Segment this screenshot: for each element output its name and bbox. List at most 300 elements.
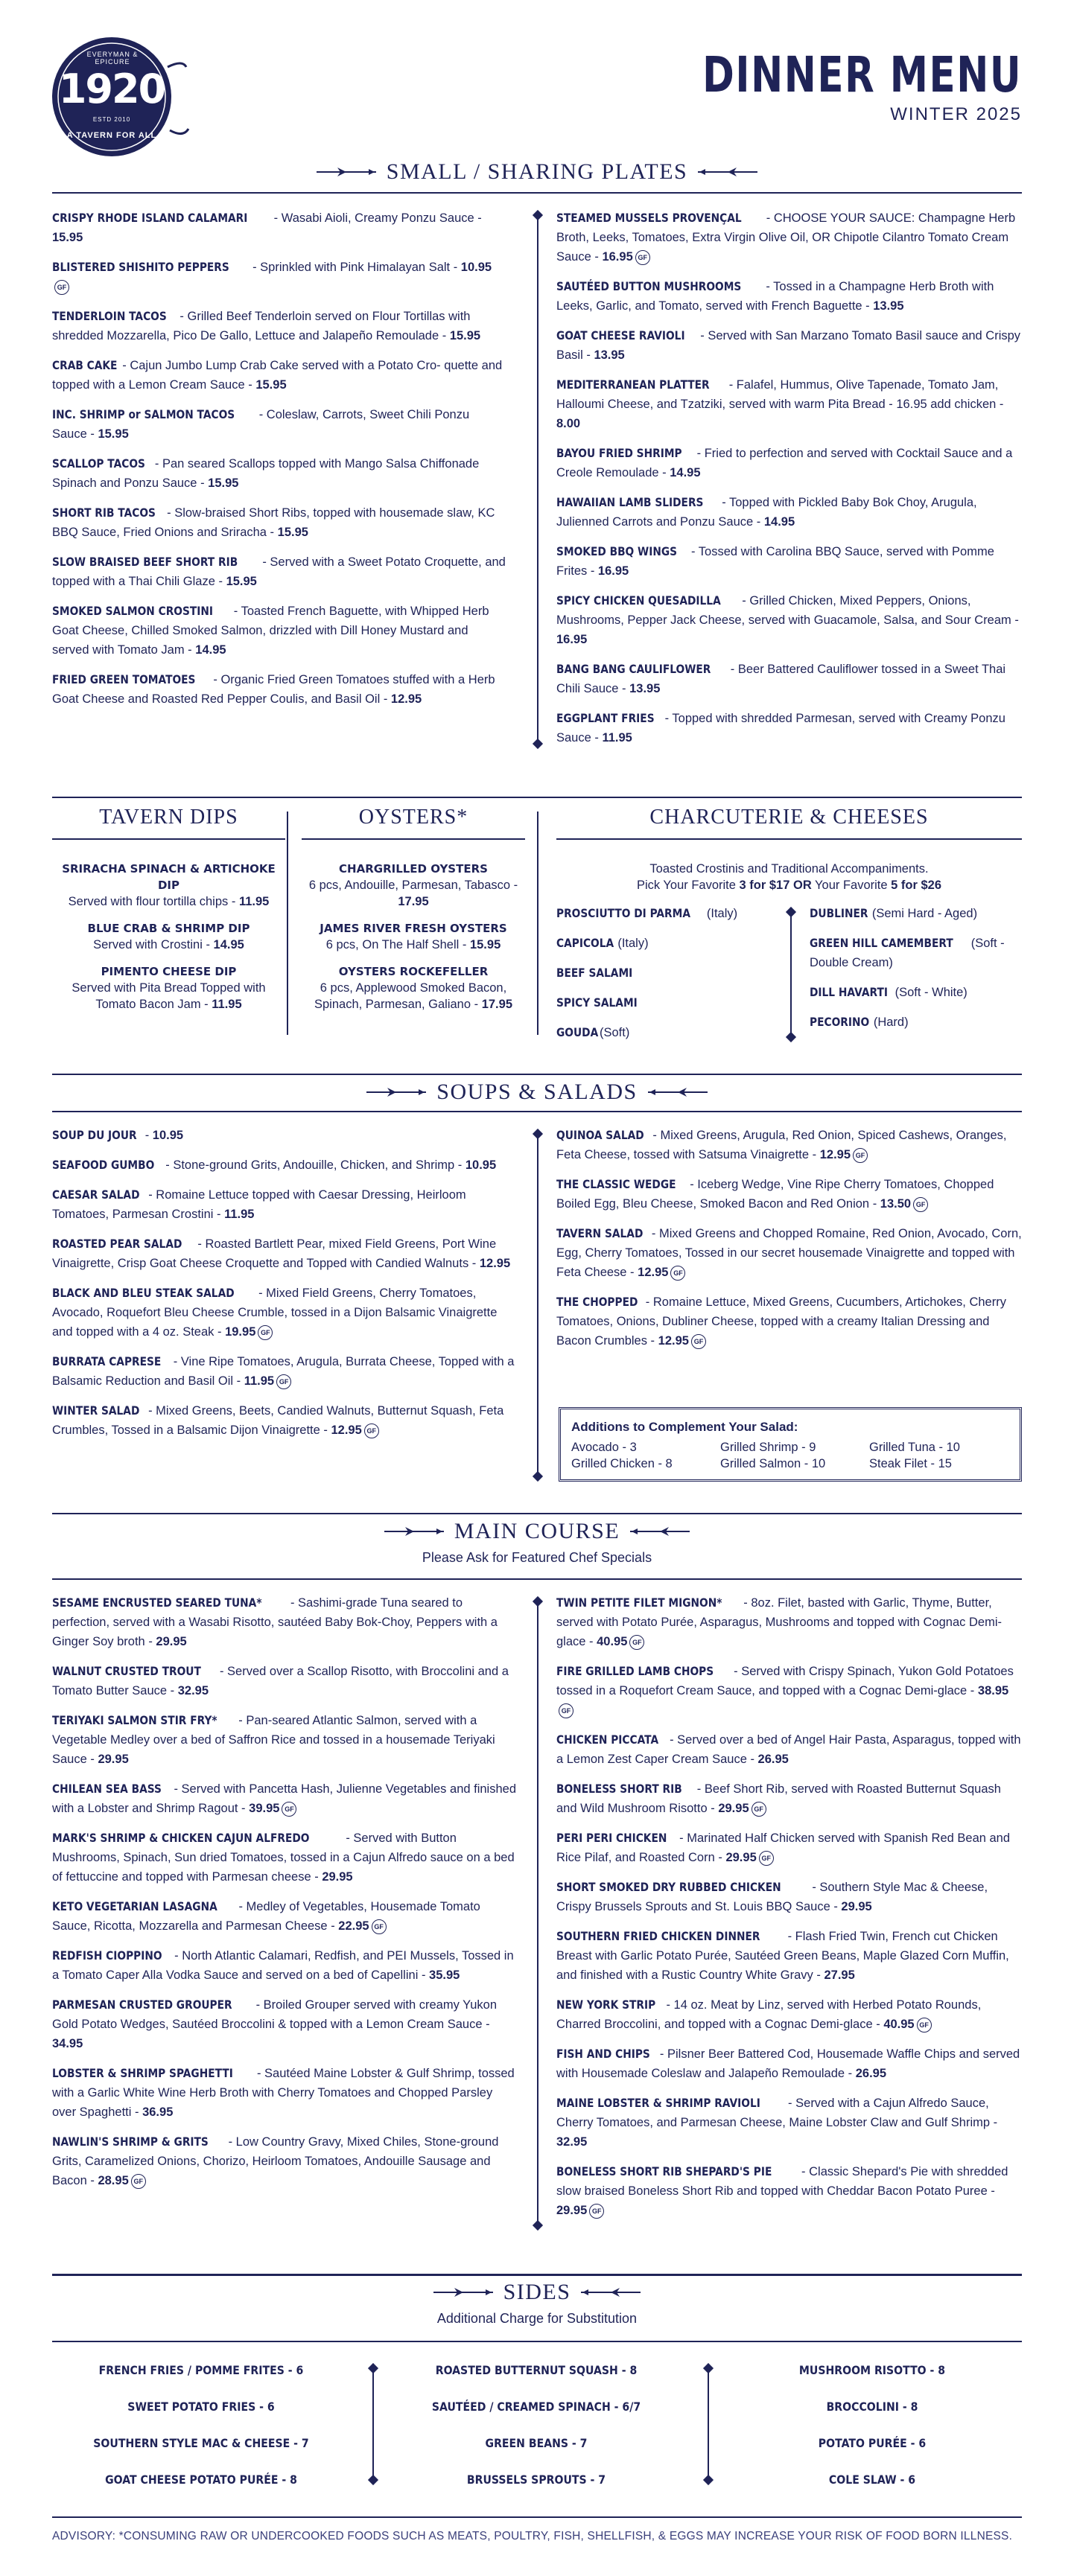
item-name: SCALLOP TACOS <box>52 456 145 471</box>
side-item: BRUSSELS SPROUTS - 7 <box>466 2473 606 2487</box>
menu-item <box>52 2132 518 2190</box>
oysters-title: OYSTERS* <box>302 806 525 840</box>
item-price: 36.95 <box>142 2105 174 2119</box>
menu-item <box>52 454 506 493</box>
menu-item <box>52 1155 518 1175</box>
gluten-free-icon: GF <box>589 2204 604 2219</box>
menu-item <box>52 208 506 247</box>
item-name: TENDERLOIN TACOS <box>52 309 167 323</box>
menu-item <box>52 356 506 395</box>
item-price: 15.95 <box>226 575 257 588</box>
divider <box>52 1513 1022 1514</box>
item-name: CRISPY RHODE ISLAND CALAMARI <box>52 211 248 225</box>
side-item: GREEN BEANS - 7 <box>485 2436 588 2450</box>
item-price: 8.00 <box>556 417 581 430</box>
menu-item <box>556 326 1022 365</box>
divider <box>52 192 1022 194</box>
item-name: SOUTHERN FRIED CHICKEN DINNER <box>556 1929 760 1943</box>
addition-item: Avocado - 3 <box>571 1441 637 1454</box>
oysters <box>302 806 525 1023</box>
item-description: - Romaine Lettuce topped with Caesar Dressing, Heirloom Tomatoes, Parmesan Crostini - <box>52 1188 466 1221</box>
charcuterie-pricing: Pick Your Favorite 3 for $17 OR Your Favorite 5 for $26 <box>636 879 942 892</box>
item-name: THE CHOPPED <box>556 1295 638 1309</box>
item-description: - Southern Style Mac & Cheese, Crispy Brussels Sprouts and St. Louis BBQ Sauce - <box>556 1881 988 1913</box>
item-price: 29.95 <box>156 1635 187 1648</box>
item-price: 12.95 <box>390 692 422 706</box>
item-description: - Served with San Marzano Tomato Basil sauce and Crispy Basil - <box>556 329 1021 362</box>
item-price: 19.95 <box>225 1325 256 1339</box>
menu-item <box>52 1897 518 1936</box>
menu-item <box>52 861 285 910</box>
side-item: COLE SLAW - 6 <box>828 2473 916 2487</box>
arrow-ornament-right-icon <box>630 1525 690 1537</box>
item-name: MAINE LOBSTER & SHRIMP RAVIOLI <box>556 2096 760 2110</box>
menu-item <box>556 1995 1022 2034</box>
item-name: OYSTERS ROCKEFELLER <box>338 965 489 978</box>
item-price: 26.95 <box>757 1753 789 1766</box>
item-name: TAVERN SALAD <box>556 1226 644 1240</box>
menu-season: WINTER 2025 <box>890 104 1022 124</box>
divider <box>52 2341 1022 2342</box>
item-price: 11.95 <box>602 731 632 745</box>
item-description: - Topped with Pickled Baby Bok Choy, Arugula, Julienned Carrots and Ponzu Sauce - <box>556 496 977 529</box>
charcuterie-item <box>810 934 1022 972</box>
item-name: WINTER SALAD <box>52 1403 140 1418</box>
item-description: - Iceberg Wedge, Vine Ripe Cherry Tomatoes, Chopped Boiled Egg, Bleu Cheese, Smoked Bacon and Red Onion - <box>556 1178 994 1211</box>
menu-item <box>302 920 525 953</box>
item-price: 29.95 <box>725 1851 757 1864</box>
item-name: SRIRACHA SPINACH & ARTICHOKE DIP <box>62 862 276 892</box>
item-name: CHARGRILLED OYSTERS <box>339 862 488 876</box>
item-description: - Toasted French Baguette, with Whipped Herb Goat Cheese, Chilled Smoked Salmon, drizzled with Dill Honey Mustard and served with Tomato Jam - <box>52 605 489 657</box>
gluten-free-icon: GF <box>282 1802 296 1817</box>
side-item: MUSHROOM RISOTTO - 8 <box>798 2363 946 2377</box>
sides-col-3 <box>722 2363 1022 2509</box>
side-item: SWEET POTATO FRIES - 6 <box>127 2400 275 2414</box>
item-origin: (Italy) <box>703 907 738 920</box>
gluten-free-icon: GF <box>670 1266 685 1281</box>
item-description: - CHOOSE YOUR SAUCE: Champagne Herb Broth, Leeks, Tomatoes, Extra Virgin Olive Oil, OR Chipotle Cilantro Tomato Cream Sauce - <box>556 211 1016 264</box>
addition-item: Grilled Salmon - 10 <box>720 1457 826 1470</box>
sides-header <box>52 2280 1022 2327</box>
menu-item <box>52 920 285 953</box>
menu-item <box>52 503 506 542</box>
item-price: 15.95 <box>449 329 481 342</box>
menu-item <box>556 277 1022 316</box>
arrow-ornament-left-icon <box>317 166 376 178</box>
item-name: CRAB CAKE <box>52 358 118 372</box>
item-price: 12.95 <box>331 1424 362 1437</box>
small-plates-title: SMALL / SHARING PLATES <box>386 159 688 184</box>
item-name: SPICY SALAMI <box>556 995 638 1010</box>
item-price: 13.95 <box>873 299 904 313</box>
item-description: - Roasted Bartlett Pear, mixed Field Greens, Port Wine Vinaigrette, Crisp Goat Cheese Croquette and Topped with Candied Walnuts - <box>52 1237 497 1270</box>
item-description: - North Atlantic Calamari, Redfish, and PEI Mussels, Tossed in a Tomato Caper Alla Vodka Sauce and served on a bed of Capellini - <box>52 1949 514 1982</box>
divider <box>52 1074 1022 1075</box>
item-price: 16.95 <box>602 250 633 264</box>
menu-item <box>52 1946 518 1985</box>
item-name: NEW YORK STRIP <box>556 1998 656 2012</box>
gluten-free-icon: GF <box>635 250 650 265</box>
divider <box>52 1111 1022 1112</box>
item-description: - Grilled Beef Tenderloin served on Flour Tortillas with shredded Mozzarella, Pico De Gallo, Lettuce and Jalapeño Remoulade - <box>52 310 471 342</box>
item-price: 29.95 <box>98 1753 129 1766</box>
item-name: STEAMED MUSSELS PROVENÇAL <box>556 211 742 225</box>
menu-item <box>556 2162 1022 2220</box>
side-item: BROCCOLINI - 8 <box>826 2400 918 2414</box>
item-price: 15.95 <box>208 476 239 490</box>
item-name: PROSCIUTTO DI PARMA <box>556 906 690 920</box>
item-price: 14.95 <box>213 938 244 951</box>
menu-item <box>52 1352 518 1391</box>
item-name: DUBLINER <box>810 906 868 920</box>
column-divider <box>287 812 288 1035</box>
item-description: - Served with Pancetta Hash, Julienne Vegetables and finished with a Lobster and Shrimp Ragout - <box>52 1782 517 1815</box>
soups-title: SOUPS & SALADS <box>436 1080 638 1104</box>
item-name: PERI PERI CHICKEN <box>556 1831 667 1845</box>
item-detail <box>302 877 525 910</box>
item-price: 13.95 <box>629 682 661 695</box>
item-description: - Romaine Lettuce, Mixed Greens, Cucumbers, Artichokes, Cherry Tomatoes, Onions, Dubliner Cheese, topped with a creamy Italian Dressing and Bacon Crumbles - <box>556 1295 1006 1348</box>
charcuterie-item <box>556 963 780 983</box>
item-price: 12.95 <box>479 1257 511 1270</box>
item-description: - Mixed Greens, Beets, Candied Walnuts, Butternut Squash, Feta Crumbles, Tossed in a Balsamic Dijon Vinaigrette - <box>52 1404 504 1437</box>
menu-item <box>52 552 506 591</box>
item-name: SOUP DU JOUR <box>52 1128 137 1142</box>
item-detail <box>52 980 285 1013</box>
menu-item <box>556 1730 1022 1769</box>
gluten-free-icon: GF <box>759 1851 774 1866</box>
arrow-ornament-left-icon <box>433 2286 493 2298</box>
main-left <box>52 1593 518 2201</box>
menu-title: DINNER MENU <box>702 46 1022 103</box>
item-name: FIRE GRILLED LAMB CHOPS <box>556 1664 714 1678</box>
small-plates-left <box>52 208 506 719</box>
advisory-text: ADVISORY: *CONSUMING RAW OR UNDERCOOKED FOODS SUCH AS MEATS, POULTRY, FISH, SHELLFISH, & EGGS MAY INCREASE YOUR RISK OF FOOD BORN ILLNESS. <box>52 2530 1013 2542</box>
item-description: Served with flour tortilla chips - <box>68 895 239 908</box>
item-price: 28.95 <box>98 2174 129 2187</box>
column-divider <box>537 214 538 745</box>
menu-item <box>556 1779 1022 1818</box>
item-price: 29.95 <box>322 1870 353 1884</box>
item-description: - Served over a bed of Angel Hair Pasta, Asparagus, topped with a Lemon Zest Caper Cream Sauce - <box>556 1733 1021 1766</box>
item-name: SPICY CHICKEN QUESADILLA <box>556 593 721 608</box>
soups-left <box>52 1126 518 1450</box>
logo-number: 1920 <box>58 66 165 112</box>
item-description: - Flash Fried Twin, French cut Chicken Breast with Garlic Potato Purée, Sautéed Green Beans, Maple Glazed Corn Muffin, and finished with a Rustic Country White Gravy - <box>556 1930 1009 1982</box>
tavern-dips <box>52 806 285 1023</box>
item-name: CAPICOLA <box>556 936 614 950</box>
item-name: SAUTÉED BUTTON MUSHROOMS <box>556 279 742 293</box>
item-description: - Served with a Sweet Potato Croquette, and topped with a Thai Chili Glaze - <box>52 555 506 588</box>
item-description: - Organic Fried Green Tomatoes stuffed with a Herb Goat Cheese and Roasted Red Pepper Coulis, and Basil Oil - <box>52 673 495 706</box>
item-price: 11.95 <box>212 998 242 1011</box>
item-name: BANG BANG CAULIFLOWER <box>556 662 711 676</box>
item-description: - Tossed with Carolina BBQ Sauce, served with Pomme Frites - <box>556 545 994 578</box>
side-item: SAUTÉED / CREAMED SPINACH - 6/7 <box>431 2400 641 2414</box>
gluten-free-icon: GF <box>559 1703 573 1718</box>
item-origin: (Soft - White) <box>892 986 967 999</box>
sides-col-2 <box>387 2363 685 2509</box>
item-description: - Slow-braised Short Ribs, topped with housemade slaw, KC BBQ Sauce, Fried Onions and Sriracha - <box>52 506 495 539</box>
item-name: GOUDA <box>556 1025 599 1039</box>
item-price: 14.95 <box>670 466 701 479</box>
column-divider <box>537 812 538 1035</box>
item-description: - Pan-seared Atlantic Salmon, served with a Vegetable Medley over a bed of Saffron Rice and tossed in a housemade Teriyaki Sauce - <box>52 1714 495 1766</box>
item-name: BLUE CRAB & SHRIMP DIP <box>87 922 250 935</box>
gluten-free-icon: GF <box>913 1197 928 1212</box>
charcuterie-item <box>810 904 1022 923</box>
item-description: - Fried to perfection and served with Cocktail Sauce and a Creole Remoulade - <box>556 447 1013 479</box>
menu-item <box>556 1662 1022 1720</box>
gluten-free-icon: GF <box>364 1424 379 1438</box>
item-name: BAYOU FRIED SHRIMP <box>556 446 682 460</box>
menu-item <box>556 1126 1022 1164</box>
item-price: 12.95 <box>658 1334 689 1348</box>
item-name: GOAT CHEESE RAVIOLI <box>556 328 685 342</box>
item-detail <box>52 893 285 910</box>
gluten-free-icon: GF <box>372 1919 387 1934</box>
item-description: - Medley of Vegetables, Housemade Tomato Sauce, Ricotta, Mozzarella and Parmesan Cheese - <box>52 1900 480 1933</box>
item-name: CHICKEN PICCATA <box>556 1732 659 1747</box>
item-name: DILL HAVARTI <box>810 985 888 999</box>
menu-item <box>52 258 506 296</box>
main-title: MAIN COURSE <box>454 1519 620 1543</box>
menu-item <box>52 602 506 660</box>
menu-item <box>52 670 506 709</box>
arrow-ornament-right-icon <box>698 166 757 178</box>
side-item: POTATO PURÉE - 6 <box>818 2436 927 2450</box>
item-price: 38.95 <box>977 1684 1009 1697</box>
item-name: LOBSTER & SHRIMP SPAGHETTI <box>52 2066 233 2080</box>
item-price: 14.95 <box>763 515 795 529</box>
item-name: REDFISH CIOPPINO <box>52 1948 162 1963</box>
item-price: 12.95 <box>819 1148 851 1161</box>
item-price: 11.95 <box>238 895 270 908</box>
item-name: TERIYAKI SALMON STIR FRY* <box>52 1713 217 1727</box>
gluten-free-icon: GF <box>629 1635 644 1650</box>
item-name: BONELESS SHORT RIB SHEPARD'S PIE <box>556 2164 772 2178</box>
menu-item <box>52 1401 518 1440</box>
addition-item: Grilled Chicken - 8 <box>571 1457 673 1470</box>
menu-item <box>556 1878 1022 1916</box>
item-description: - Marinated Half Chicken served with Spanish Red Bean and Rice Pilaf, and Roasted Corn - <box>556 1831 1011 1864</box>
menu-item <box>556 1292 1022 1351</box>
item-name: PARMESAN CRUSTED GROUPER <box>52 1998 232 2012</box>
item-description: - Beer Battered Cauliflower tossed in a Sweet Thai Chili Sauce - <box>556 663 1006 695</box>
item-price: 16.95 <box>597 564 629 578</box>
column-divider <box>790 911 792 1038</box>
menu-item <box>52 1593 518 1651</box>
gluten-free-icon: GF <box>258 1325 273 1340</box>
side-item: ROASTED BUTTERNUT SQUASH - 8 <box>435 2363 638 2377</box>
column-divider <box>537 1133 538 1477</box>
gluten-free-icon: GF <box>752 1802 766 1817</box>
menu-item <box>52 405 506 444</box>
item-price: 12.95 <box>638 1266 669 1279</box>
side-item: SOUTHERN STYLE MAC & CHEESE - 7 <box>93 2436 309 2450</box>
divider <box>52 797 1022 798</box>
charcuterie-item <box>556 993 780 1013</box>
addition-item: Grilled Tuna - 10 <box>869 1441 960 1454</box>
item-name: SMOKED BBQ WINGS <box>556 544 678 558</box>
charcuterie-item <box>556 904 780 923</box>
menu-item <box>302 861 525 910</box>
item-name: CAESAR SALAD <box>52 1187 140 1202</box>
item-origin: (Soft) <box>596 1026 630 1039</box>
item-name: NAWLIN'S SHRIMP & GRITS <box>52 2135 209 2149</box>
item-price: 39.95 <box>249 1802 280 1815</box>
divider <box>52 1578 1022 1580</box>
item-detail <box>302 980 525 1013</box>
arrow-ornament-right-icon <box>581 2286 641 2298</box>
item-description: Served with Pita Bread Topped with Tomato Bacon Jam - <box>72 981 266 1011</box>
item-price: 34.95 <box>52 2037 83 2050</box>
item-price: 32.95 <box>556 2135 588 2149</box>
sides-title: SIDES <box>503 2280 571 2304</box>
menu-item <box>556 1224 1022 1282</box>
item-name: SEAFOOD GUMBO <box>52 1158 155 1172</box>
item-price: 11.95 <box>244 1374 275 1388</box>
item-description: - Low Country Gravy, Mixed Chiles, Stone-ground Grits, Caramelized Onions, Chorizo, Heirloom Tomatoes, Andouille Sausage and Bacon - <box>52 2135 499 2187</box>
charcuterie-item <box>810 1013 1022 1032</box>
item-description: - Sashimi-grade Tuna seared to perfection, served with a Wasabi Risotto, sautéed Baby Bok-Choy, Peppers with a Ginger Soy broth - <box>52 1596 498 1648</box>
menu-item <box>556 2044 1022 2083</box>
menu-item <box>556 208 1022 267</box>
item-description: - Mixed Greens, Arugula, Red Onion, Spiced Cashews, Oranges, Feta Cheese, tossed with Satsuma Vinaigrette - <box>556 1129 1007 1161</box>
item-description: - Cajun Jumbo Lump Crab Cake served with a Potato Cro- quette and topped with a Lemon Cream Sauce - <box>52 359 503 392</box>
sides-note: Additional Charge for Substitution <box>436 2311 638 2326</box>
menu-item <box>556 493 1022 532</box>
item-name: SMOKED SALMON CROSTINI <box>52 604 214 618</box>
item-description: - Grilled Chicken, Mixed Peppers, Onions, Mushrooms, Pepper Jack Cheese, served with Guacamole, Salsa, and Sour Cream - <box>556 594 1019 627</box>
item-description: 6 pcs, Applewood Smoked Bacon, Spinach, Parmesan, Galiano - <box>314 981 507 1011</box>
item-name: KETO VEGETARIAN LASAGNA <box>52 1899 217 1913</box>
item-name: INC. SHRIMP or SALMON TACOS <box>52 407 235 421</box>
item-name: BLISTERED SHISHITO PEPPERS <box>52 260 229 274</box>
item-name: CHILEAN SEA BASS <box>52 1782 162 1796</box>
item-name: TWIN PETITE FILET MIGNON* <box>556 1595 722 1610</box>
menu-item <box>52 1829 518 1887</box>
menu-item <box>556 709 1022 747</box>
menu-item <box>52 1779 518 1818</box>
item-detail <box>302 937 525 953</box>
small-plates-header <box>52 159 1022 185</box>
item-description: - Stone-ground Grits, Andouille, Chicken, and Shrimp - <box>162 1158 465 1172</box>
item-price: 29.95 <box>556 2204 588 2217</box>
item-origin: (Soft - Double Cream) <box>810 937 1005 969</box>
item-description: - 8oz. Filet, basted with Garlic, Thyme, Butter, served with Potato Purée, Asparagus, Mushrooms and topped with Cognac Demi-glace - <box>556 1596 1002 1648</box>
item-description: - Wasabi Aioli, Creamy Ponzu Sauce - <box>270 211 482 225</box>
item-price: 13.50 <box>880 1197 912 1211</box>
menu-item <box>556 1593 1022 1651</box>
item-description: - Tossed in a Champagne Herb Broth with Leeks, Garlic, and Tomato, served with French Baguette - <box>556 280 994 313</box>
menu-item <box>556 591 1022 649</box>
item-name: FISH AND CHIPS <box>556 2047 650 2061</box>
item-price: 17.95 <box>398 895 429 908</box>
item-name: BONELESS SHORT RIB <box>556 1782 682 1796</box>
item-name: SLOW BRAISED BEEF SHORT RIB <box>52 555 238 569</box>
item-origin: (Italy) <box>614 937 649 950</box>
menu-item <box>52 1995 518 2053</box>
item-name: JAMES RIVER FRESH OYSTERS <box>320 922 507 935</box>
title-block <box>612 46 1022 125</box>
item-price: 22.95 <box>338 1919 369 1933</box>
item-price: 27.95 <box>824 1968 855 1982</box>
column-divider <box>537 1601 538 2226</box>
menu-item <box>556 1829 1022 1867</box>
item-name: QUINOA SALAD <box>556 1128 644 1142</box>
item-price: 40.95 <box>883 2018 915 2031</box>
item-price: 17.95 <box>481 998 512 1011</box>
item-description: - Served with Crispy Spinach, Yukon Gold Potatoes tossed in a Roquefort Cream Sauce, and topped with a Cognac Demi-glace - <box>556 1665 1014 1697</box>
menu-item <box>556 375 1022 433</box>
item-description: 6 pcs, Andouille, Parmesan, Tabasco - <box>308 879 518 892</box>
charcuterie-item <box>556 1023 780 1042</box>
main-header <box>52 1519 1022 1566</box>
item-name: EGGPLANT FRIES <box>556 711 655 725</box>
item-price: 15.95 <box>255 378 287 392</box>
divider <box>52 2274 1022 2276</box>
gluten-free-icon: GF <box>276 1374 291 1389</box>
item-name: ROASTED PEAR SALAD <box>52 1237 182 1251</box>
item-price: 35.95 <box>429 1968 460 1982</box>
item-description: Served with Crostini - <box>93 938 214 951</box>
menu-item <box>52 963 285 1013</box>
item-description: - Sprinkled with Pink Himalayan Salt - <box>249 261 461 274</box>
menu-item <box>556 1927 1022 1985</box>
item-description: - Pilsner Beer Battered Cod, Housemade Waffle Chips and served with Housemade Coleslaw and Jalapeño Remoulade - <box>556 2047 1020 2080</box>
item-description: - Mixed Field Greens, Cherry Tomatoes, Avocado, Roquefort Bleu Cheese Crumble, tossed in a Dijon Balsamic Vinaigrette and topped with a 4 oz. Steak - <box>52 1287 498 1339</box>
logo-estd: ESTD 2010 <box>92 116 131 123</box>
main-note: Please Ask for Featured Chef Specials <box>422 1550 652 1565</box>
item-description: - Vine Ripe Tomatoes, Arugula, Burrata Cheese, Topped with a Balsamic Reduction and Basil Oil - <box>52 1355 515 1388</box>
item-price: 15.95 <box>277 526 308 539</box>
item-description: - Classic Shepard's Pie with shredded slow braised Boneless Short Rib and topped with Cheddar Bacon Potato Puree - <box>556 2165 1008 2198</box>
item-name: BLACK AND BLEU STEAK SALAD <box>52 1286 235 1300</box>
charcuterie <box>556 806 1022 1039</box>
item-name: FRIED GREEN TOMATOES <box>52 672 196 686</box>
item-name: BEEF SALAMI <box>556 966 633 980</box>
soups-right <box>556 1126 1022 1361</box>
menu-item <box>52 1185 518 1224</box>
gluten-free-icon: GF <box>54 280 69 295</box>
item-name: SHORT SMOKED DRY RUBBED CHICKEN <box>556 1880 781 1894</box>
addition-item: Grilled Shrimp - 9 <box>720 1441 816 1454</box>
arrow-ornament-left-icon <box>366 1086 426 1098</box>
item-name: THE CLASSIC WEDGE <box>556 1177 676 1191</box>
item-price: 15.95 <box>469 938 501 951</box>
item-description: - Mixed Greens and Chopped Romaine, Red Onion, Avocado, Corn, Egg, Cherry Tomatoes, Tossed in our secret housemade Vinaigrette and topped with Feta Cheese - <box>556 1227 1022 1279</box>
arrow-ornament-right-icon <box>648 1086 708 1098</box>
menu-item <box>556 2094 1022 2152</box>
item-description: - Broiled Grouper served with creamy Yukon Gold Potato Wedges, Sautéed Broccolini & topped with a Lemon Cream Sauce - <box>52 1998 497 2031</box>
menu-item <box>52 1662 518 1700</box>
item-price: 26.95 <box>855 2067 887 2080</box>
menu-item <box>556 660 1022 698</box>
item-name: MEDITERRANEAN PLATTER <box>556 377 710 392</box>
logo-top-text: EVERYMAN & EPICURE <box>86 51 139 66</box>
item-name: BURRATA CAPRESE <box>52 1354 162 1368</box>
item-description: - <box>142 1129 153 1142</box>
item-price: 15.95 <box>98 427 129 441</box>
menu-item <box>52 1711 518 1769</box>
item-price: 29.95 <box>841 1900 872 1913</box>
charcuterie-item <box>810 983 1022 1002</box>
menu-item <box>52 307 506 345</box>
item-price: 10.95 <box>460 261 492 274</box>
item-name: PIMENTO CHEESE DIP <box>101 965 237 978</box>
